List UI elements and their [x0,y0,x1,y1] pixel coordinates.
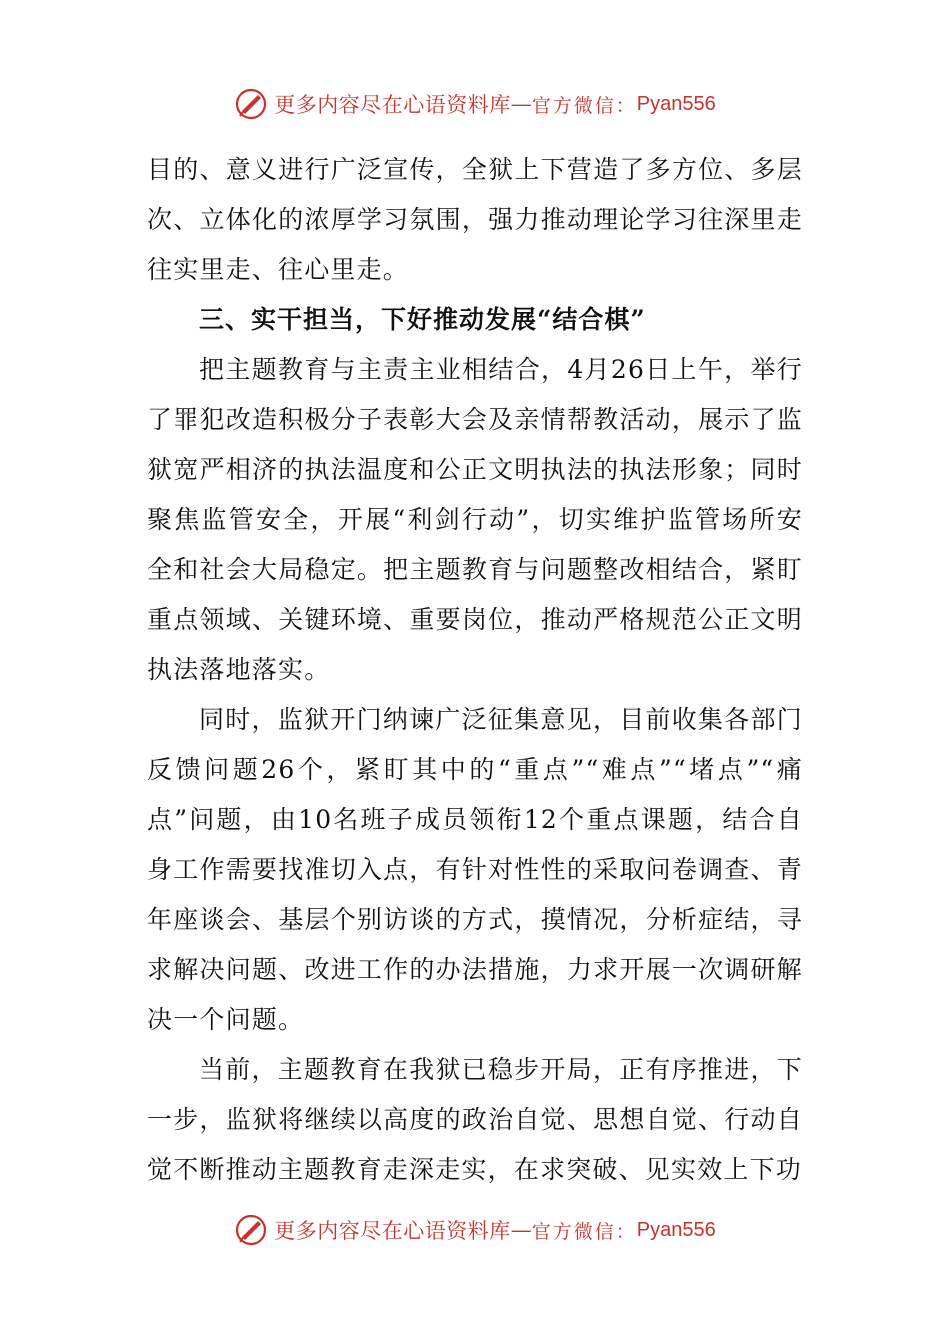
paragraph: 当前，主题教育在我狱已稳步开局，正有序推进，下一步，监狱将继续以高度的政治自觉、思想自觉、行动自觉不断推动主题教育走深走实，在求突破、见实效上下功 [147,1055,803,1184]
banner-wechat-label: 官方微信： [531,94,637,117]
header-banner [0,84,950,124]
banner-wechat-label: 官方微信： [531,1220,637,1243]
pen-logo-icon [234,1213,268,1247]
banner-title: 更多内容尽在心语资料库 [274,1219,511,1243]
section-heading-3: 三、实干担当，下好推动发展“结合棋” [199,305,646,334]
banner-wechat-id: Pyan556 [636,92,716,115]
banner-dash: — [510,1218,532,1242]
paragraph: 把主题教育与主责主业相结合，4月26日上午，举行了罪犯改造积极分子表彰大会及亲情帮教活动，展示了监狱宽严相济的执法温度和公正文明执法的执法形象；同时聚焦监管安全，开展“利剑行动”，切实维护监管场所安全和社会大局稳定。把主题教育与问题整改相结合，紧盯重点领域、关键环境、重要岗位，推动严格规范公正文明执法落地落实。 [147,355,803,684]
pen-logo-icon [234,87,268,121]
paragraph: 同时，监狱开门纳谏广泛征集意见，目前收集各部门反馈问题26个，紧盯其中的“重点”“难点”“堵点”“痛点”问题，由10名班子成员领衔12个重点课题，结合自身工作需要找准切入点，有针对性性的采取问卷调查、青年座谈会、基层个别访谈的方式，摸情况，分析症结，寻求解决问题、改进工作的办法措施，力求开展一次调研解决一个问题。 [147,705,803,1034]
banner-wechat-id: Pyan556 [636,1218,716,1241]
document-body [147,145,803,1195]
footer-banner [0,1210,950,1250]
banner-title: 更多内容尽在心语资料库 [274,93,511,117]
paragraph-continuation: 目的、意义进行广泛宣传，全狱上下营造了多方位、多层次、立体化的浓厚学习氛围，强力推动理论学习往深里走往实里走、往心里走。 [147,155,803,284]
banner-dash: — [510,92,532,116]
